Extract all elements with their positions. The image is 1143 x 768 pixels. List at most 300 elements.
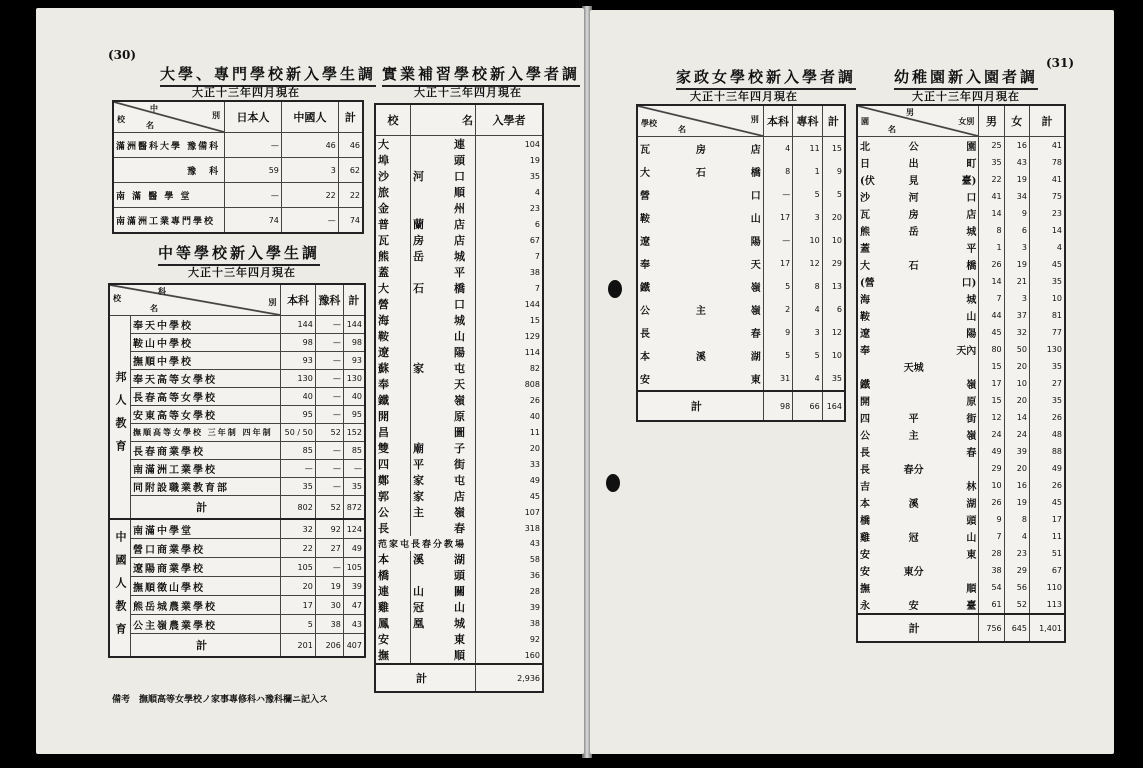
table-row (857, 392, 1065, 409)
vocational-table-title: 實業補習學校新入學者調 (382, 63, 580, 87)
table-cell: 61 (979, 596, 1004, 614)
school-name-part: 城 (935, 290, 979, 307)
table-cell: 66 (793, 391, 823, 421)
table-cell: 11 (1029, 528, 1065, 545)
total-label: 計 (857, 614, 979, 642)
school-name-part (892, 392, 935, 409)
school-name-part: 岳 (908, 227, 919, 238)
school-name-part (411, 280, 476, 296)
school-name: 南 滿 醫 學 堂 (113, 183, 225, 208)
table-cell: 26 (1029, 409, 1065, 426)
table-cell: 113 (1029, 596, 1065, 614)
school-name: 南滿洲工業專門學校 (113, 208, 225, 234)
table-cell: 19 (1004, 494, 1029, 511)
school-name-part (892, 579, 935, 596)
table-cell: 20 (281, 577, 315, 596)
table-cell: 5 (793, 183, 823, 206)
middle-table-date: 大正十三年四月現在 (188, 266, 296, 279)
univ-col-total: 計 (338, 101, 363, 133)
table-cell: 45 (1029, 256, 1065, 273)
table-cell: 54 (979, 579, 1004, 596)
table-row (375, 200, 543, 216)
school-name-end: 店 (454, 234, 467, 247)
school-name-part (892, 239, 935, 256)
table-cell: 56 (1004, 579, 1029, 596)
school-name-part (411, 184, 476, 200)
school-name-part: 臺) (935, 171, 979, 188)
table-row (857, 256, 1065, 273)
school-name-part: 永 (857, 596, 892, 614)
table-cell: — (315, 478, 343, 496)
table-cell: 3 (281, 158, 338, 183)
school-name-part: 遼 (375, 344, 411, 360)
table-row (375, 376, 543, 392)
voc-col-enrolled: 入學者 (476, 104, 544, 136)
table-cell: 85 (281, 442, 315, 460)
table-row (857, 290, 1065, 307)
table-cell: 28 (476, 583, 544, 599)
table-row (857, 375, 1065, 392)
table-cell: 27 (315, 539, 343, 558)
school-name-part: 營 (637, 183, 681, 206)
school-name-part: 公 (908, 142, 919, 153)
table-row (857, 341, 1065, 358)
table-row (637, 229, 845, 252)
table-cell: 10 (822, 344, 845, 367)
school-name-part: 瓦 (375, 232, 411, 248)
table-cell: 5 (763, 275, 793, 298)
school-name-part: 順 (935, 579, 979, 596)
table-row (637, 367, 845, 391)
table-cell: 43 (1004, 154, 1029, 171)
table-cell: 93 (281, 352, 315, 370)
table-row (857, 137, 1065, 155)
table-cell: 20 (1004, 392, 1029, 409)
table-row (637, 206, 845, 229)
table-cell: 8 (979, 222, 1004, 239)
total-row (109, 634, 365, 658)
table-row (857, 409, 1065, 426)
table-cell: 52 (1004, 596, 1029, 614)
school-name-end: 街 (454, 458, 467, 471)
table-row (857, 460, 1065, 477)
group-label-chinese: 中國人教育 (109, 519, 131, 657)
table-cell: 20 (476, 440, 544, 456)
table-cell: — (281, 460, 315, 478)
table-row (375, 216, 543, 232)
table-cell: 9 (763, 321, 793, 344)
school-name-mid: 平 (413, 458, 426, 471)
school-name-mid: 家 (413, 474, 426, 487)
school-name-part: 天 (721, 252, 763, 275)
table-row (109, 615, 365, 634)
table-cell: 3 (793, 321, 823, 344)
table-cell: 35 (1029, 358, 1065, 375)
table-cell: 104 (476, 136, 544, 153)
school-name-part: 大 (637, 160, 681, 183)
footnote: 備考 撫順高等女學校ノ家事專修科ハ豫科欄ニ記入ス (112, 695, 329, 705)
school-name-part (411, 376, 476, 392)
table-cell: 35 (476, 168, 544, 184)
univ-col-chinese: 中國人 (281, 101, 338, 133)
table-cell: 43 (476, 536, 544, 551)
school-name-part: 橋 (375, 567, 411, 583)
table-cell: 45 (979, 324, 1004, 341)
table-row (637, 275, 845, 298)
school-name-part: 鐵 (375, 392, 411, 408)
school-name-part: 旅 (375, 184, 411, 200)
table-row (113, 158, 363, 183)
school-name-part: 頭 (935, 511, 979, 528)
school-name-part: 昌 (375, 424, 411, 440)
school-name-part (411, 152, 476, 168)
univ-table-date: 大正十三年四月現在 (192, 86, 300, 99)
table-cell: 38 (476, 264, 544, 280)
school-name-end: 關 (454, 585, 467, 598)
table-cell: 12 (793, 252, 823, 275)
school-name-part: 安 (857, 562, 892, 579)
school-name-part: 營 (375, 296, 411, 312)
table-cell: 41 (1029, 137, 1065, 155)
school-name-part: 東 (935, 545, 979, 562)
school-name-part: 奉 (375, 376, 411, 392)
left-page (36, 8, 584, 754)
school-name-part (892, 273, 935, 290)
table-row (375, 152, 543, 168)
table-cell: 130 (343, 370, 365, 388)
table-cell: 50 / 50 (281, 424, 315, 442)
table-row (109, 334, 365, 352)
school-name-part: 吉 (857, 477, 892, 494)
table-cell: 75 (1029, 188, 1065, 205)
table-cell: 88 (1029, 443, 1065, 460)
school-name-part: 安 (375, 631, 411, 647)
table-row (113, 183, 363, 208)
school-name-part (411, 472, 476, 488)
school-name-part: 遼 (637, 229, 681, 252)
table-row (375, 615, 543, 631)
table-cell: 124 (343, 519, 365, 539)
table-cell: — (315, 316, 343, 334)
table-cell: 8 (763, 160, 793, 183)
school-name-part: 鞍 (375, 328, 411, 344)
school-name-part: 遼 (857, 324, 892, 341)
school-name-part (411, 615, 476, 631)
table-cell: 67 (476, 232, 544, 248)
school-name-mid: 房 (413, 234, 426, 247)
table-cell: 35 (979, 154, 1004, 171)
school-name-part: 沙 (375, 168, 411, 184)
table-cell: 38 (476, 615, 544, 631)
table-cell: — (315, 406, 343, 424)
school-name-part: 鐵 (637, 275, 681, 298)
table-cell: 10 (979, 477, 1004, 494)
school-name-end: 陽 (454, 346, 467, 359)
school-name-part: 嶺 (721, 298, 763, 321)
table-row (375, 567, 543, 583)
table-cell: 14 (1004, 409, 1029, 426)
school-name-part: 雞 (857, 528, 892, 545)
table-row (109, 460, 365, 478)
kinder-table-title: 幼稚園新入園者調 (894, 66, 1038, 90)
school-name-part (892, 324, 935, 341)
school-name-part: 天城 (903, 363, 924, 374)
women-table (636, 104, 846, 422)
table-cell: — (763, 183, 793, 206)
school-name-part (892, 290, 935, 307)
table-row (637, 344, 845, 367)
table-row (857, 443, 1065, 460)
school-name-part: 嶺 (721, 275, 763, 298)
table-row (375, 440, 543, 456)
table-cell: 45 (476, 488, 544, 504)
table-cell: 51 (1029, 545, 1065, 562)
school-name: 遼陽商業學校 (131, 558, 281, 577)
school-name-end: 山 (454, 601, 467, 614)
table-row (113, 208, 363, 234)
school-name-part: 開 (375, 408, 411, 424)
school-name-part: 東 (721, 367, 763, 391)
table-cell: 22 (979, 171, 1004, 188)
table-cell: 5 (822, 183, 845, 206)
table-cell: 14 (979, 273, 1004, 290)
table-cell: 19 (1004, 171, 1029, 188)
school-name-part: 原 (935, 392, 979, 409)
school-name-end: 城 (454, 314, 467, 327)
table-cell: 49 (343, 539, 365, 558)
table-row (375, 631, 543, 647)
total-row (637, 391, 845, 421)
school-name-part: 房 (695, 145, 706, 156)
table-cell: 32 (1004, 324, 1029, 341)
school-name-mid: 冠 (413, 601, 426, 614)
table-cell: 14 (1029, 222, 1065, 239)
table-cell: 20 (822, 206, 845, 229)
school-name-end: 連 (454, 138, 467, 151)
school-name-part (681, 321, 722, 344)
middle-col-total: 計 (343, 284, 365, 316)
school-name-part (411, 488, 476, 504)
table-cell: 152 (343, 424, 365, 442)
table-row (375, 136, 543, 153)
school-name-part: 鐵 (857, 375, 892, 392)
table-cell: 36 (476, 567, 544, 583)
school-name-part: 瓦 (857, 205, 892, 222)
table-row (375, 504, 543, 520)
school-name-part: 平 (935, 239, 979, 256)
vocational-table-date: 大正十三年四月現在 (414, 86, 522, 99)
table-cell: 201 (281, 634, 315, 658)
binding-hole (606, 474, 620, 492)
table-row (857, 511, 1065, 528)
school-name-part: 主 (695, 306, 706, 317)
school-name-end: 店 (454, 490, 467, 503)
table-cell: 5 (793, 344, 823, 367)
school-name-end: 平 (454, 266, 467, 279)
school-name: 長春商業學校 (131, 442, 281, 460)
kinder-col-male: 男 (979, 105, 1004, 137)
school-name-end: 頭 (454, 154, 467, 167)
school-name: 同附設職業教育部 (131, 478, 281, 496)
table-cell: 872 (343, 496, 365, 520)
school-name-part: 春分 (903, 465, 924, 476)
school-name-mid: 蘭 (413, 218, 426, 231)
school-name-part: 公 (637, 298, 681, 321)
school-name: 南滿洲工業學校 (131, 460, 281, 478)
table-cell: 144 (476, 296, 544, 312)
school-name-part: 開 (857, 392, 892, 409)
table-row (857, 494, 1065, 511)
school-name-end: 順 (454, 649, 467, 662)
school-name-mid: 河 (413, 170, 426, 183)
table-cell: 98 (763, 391, 793, 421)
table-cell: 41 (1029, 171, 1065, 188)
total-label: 計 (637, 391, 763, 421)
table-cell: 25 (979, 137, 1004, 155)
school-name-part: 見 (908, 176, 919, 187)
school-name-part: 臺 (935, 596, 979, 614)
table-cell: 110 (1029, 579, 1065, 596)
school-name-part: 長 (375, 520, 411, 536)
table-row (109, 558, 365, 577)
school-name-part: 蓋 (375, 264, 411, 280)
vocational-table (374, 103, 544, 693)
table-cell: 95 (343, 406, 365, 424)
table-row (857, 154, 1065, 171)
school-name-part: 口) (935, 273, 979, 290)
table-cell: 1 (793, 160, 823, 183)
univ-table-title: 大學、專門學校新入學生調 (160, 63, 376, 87)
table-cell: 2 (763, 298, 793, 321)
school-name-mid: 石 (413, 282, 426, 295)
kinder-table (856, 104, 1066, 643)
middle-header-diag: 科 別 校 名 (109, 284, 281, 316)
kinder-col-total: 計 (1029, 105, 1065, 137)
school-name-part (411, 216, 476, 232)
table-row (637, 137, 845, 161)
table-row (109, 424, 365, 442)
table-cell: 4 (763, 137, 793, 161)
women-col-main: 本科 (763, 105, 793, 137)
table-row (637, 160, 845, 183)
table-row (375, 168, 543, 184)
table-cell: 80 (979, 341, 1004, 358)
table-row (375, 312, 543, 328)
table-cell: 31 (763, 367, 793, 391)
table-cell: — (225, 133, 282, 158)
table-cell: 4 (793, 367, 823, 391)
table-cell: 20 (1004, 460, 1029, 477)
table-cell: 23 (1029, 205, 1065, 222)
school-name-end: 城 (454, 617, 467, 630)
table-cell: 7 (979, 290, 1004, 307)
school-name-end: 圖 (454, 426, 467, 439)
table-row (857, 545, 1065, 562)
women-table-date: 大正十三年四月現在 (690, 90, 798, 103)
table-cell: 74 (225, 208, 282, 234)
school-name-part: 園 (935, 137, 979, 155)
school-name-part: 河 (908, 193, 919, 204)
table-cell: 3 (1004, 239, 1029, 256)
school-name-part: 撫 (857, 579, 892, 596)
table-row (375, 408, 543, 424)
table-row (637, 298, 845, 321)
table-row (375, 424, 543, 440)
school-name-part (935, 358, 979, 375)
school-name-part: 溪 (695, 352, 706, 363)
page-number: (31) (1046, 56, 1075, 70)
table-cell: 6 (822, 298, 845, 321)
table-cell: 802 (281, 496, 315, 520)
table-cell: 6 (1004, 222, 1029, 239)
table-cell: 9 (822, 160, 845, 183)
table-row (109, 370, 365, 388)
school-name-mid: 溪 (413, 553, 426, 566)
table-cell: 4 (476, 184, 544, 200)
table-cell: 34 (1004, 188, 1029, 205)
school-name-part: 熊 (375, 248, 411, 264)
school-name-end: 東 (454, 633, 467, 646)
school-name-part (411, 264, 476, 280)
school-name-part: 本 (637, 344, 681, 367)
school-name-part: 公 (375, 504, 411, 520)
table-row (375, 599, 543, 615)
school-name-part (411, 408, 476, 424)
table-cell: 10 (1004, 375, 1029, 392)
table-row (375, 392, 543, 408)
table-row (109, 478, 365, 496)
school-name-part: 本 (375, 551, 411, 567)
school-name-part: 普 (375, 216, 411, 232)
school-name-part: 雞 (375, 599, 411, 615)
school-name: 營口商業學校 (131, 539, 281, 558)
table-cell: 7 (979, 528, 1004, 545)
school-name-part (411, 599, 476, 615)
school-name-part (681, 206, 722, 229)
school-name-part (411, 328, 476, 344)
table-row (375, 456, 543, 472)
school-name-part: 金 (375, 200, 411, 216)
table-cell: 93 (343, 352, 365, 370)
table-cell: 7 (476, 280, 544, 296)
school-name-part: 石 (695, 168, 706, 179)
table-cell: — (315, 460, 343, 478)
table-cell: 20 (1004, 358, 1029, 375)
table-cell: 9 (1004, 205, 1029, 222)
school-name-part: 店 (935, 205, 979, 222)
school-name-part: 陽 (935, 324, 979, 341)
school-name-part: 撫 (375, 647, 411, 664)
school-name-mid: 廟 (413, 442, 426, 455)
table-row (109, 388, 365, 406)
table-cell: — (315, 388, 343, 406)
school-name-part: 沙 (857, 188, 892, 205)
table-cell: 756 (979, 614, 1004, 642)
table-cell: 35 (1029, 273, 1065, 290)
table-cell: 11 (793, 137, 823, 161)
school-name-end: 山 (454, 330, 467, 343)
table-cell: 74 (338, 208, 363, 234)
table-cell: 38 (315, 615, 343, 634)
table-cell: 92 (315, 519, 343, 539)
table-cell: 4 (1004, 528, 1029, 545)
school-name-part: 橋 (935, 256, 979, 273)
table-cell: 49 (1029, 460, 1065, 477)
table-cell: 48 (1029, 426, 1065, 443)
total-label: 計 (131, 496, 281, 520)
table-cell: 82 (476, 360, 544, 376)
school-name-part: 郭 (375, 488, 411, 504)
